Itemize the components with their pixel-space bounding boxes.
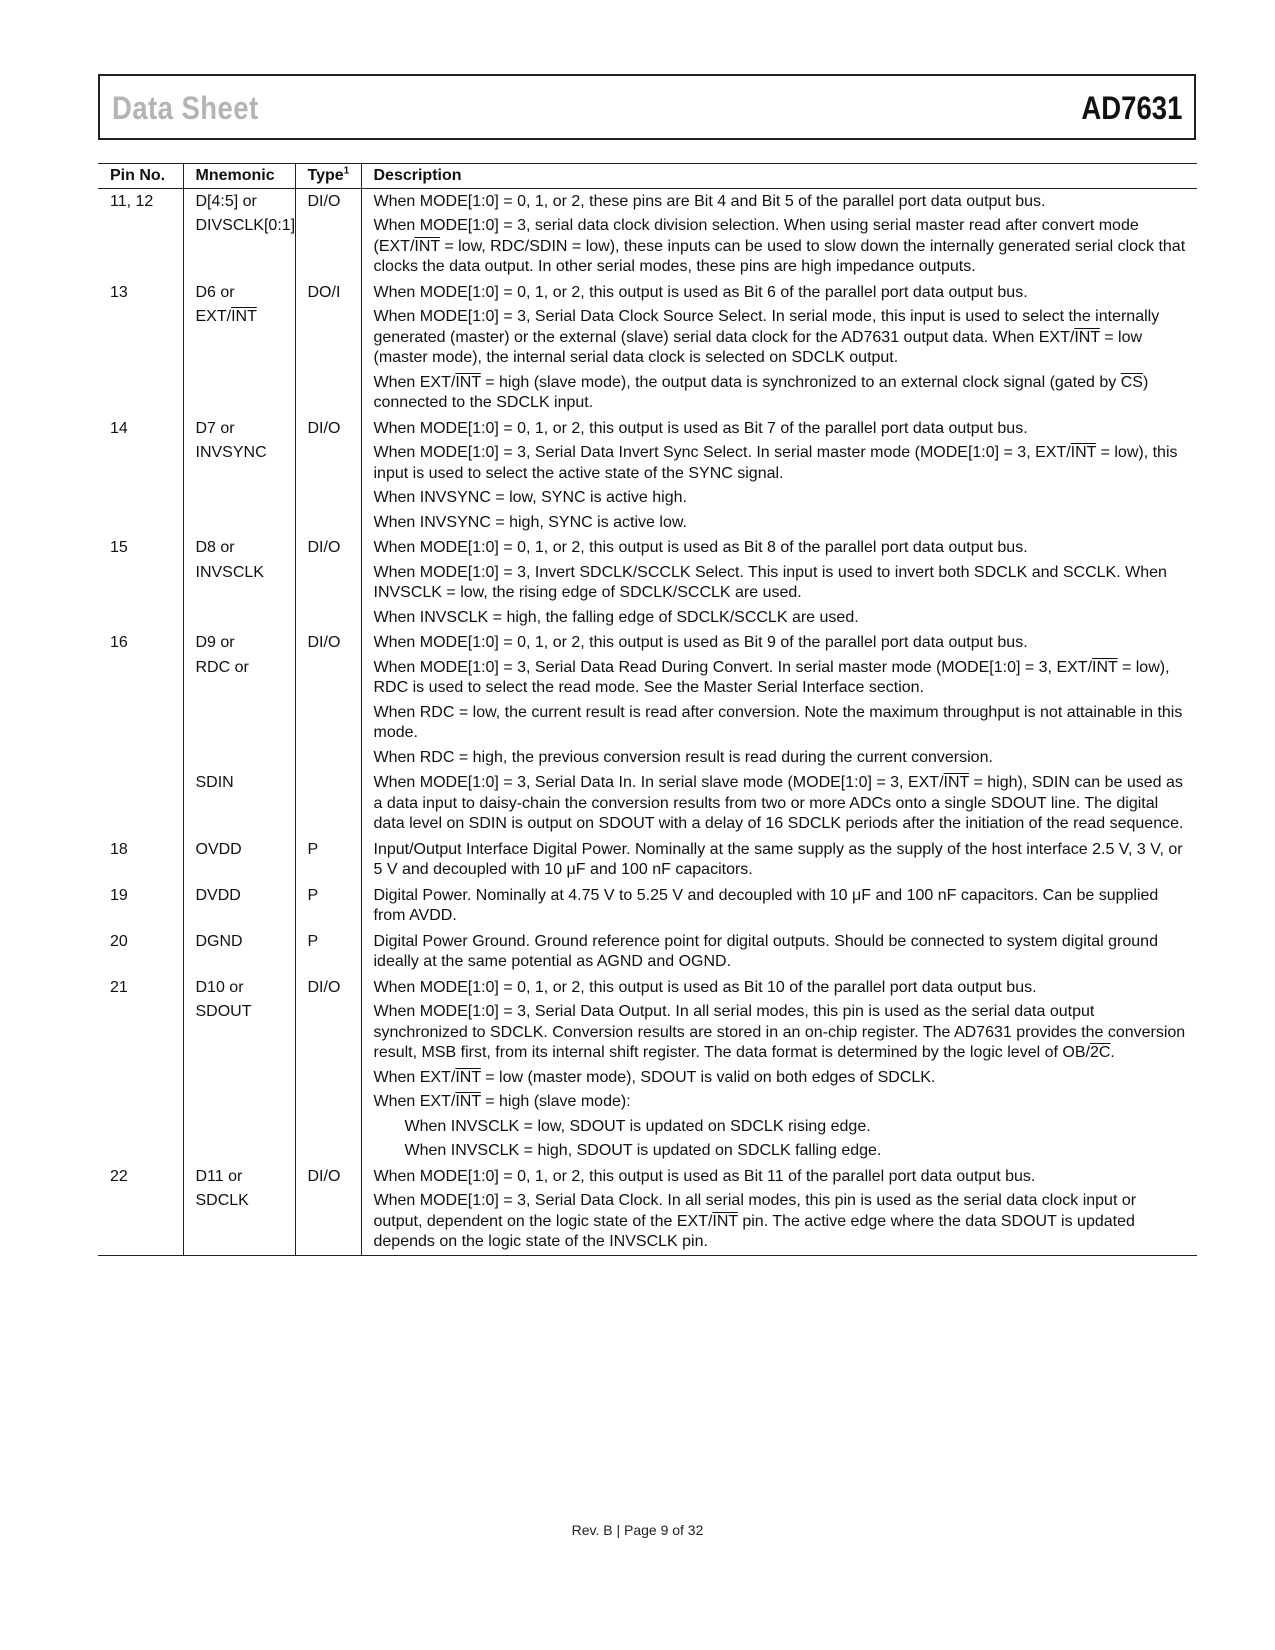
footnote-marker: 1 — [343, 165, 350, 177]
mnemonic: D8 or — [195, 539, 235, 556]
active-low-signal: 2C — [1089, 1044, 1111, 1061]
description-text: = low), this input is used to select the active state of the SYNC signal. — [373, 444, 1178, 482]
description-text: When RDC = low, the current result is read after conversion. Note the maximum throughput is not attainable in this mode. — [373, 703, 1183, 741]
description-line — [374, 419, 1188, 440]
active-low-signal: $\overline{INT}$ — [712, 1212, 738, 1230]
pin-type: P — [295, 883, 361, 929]
mnemonic: SDIN — [195, 774, 234, 791]
mnemonic: SDOUT — [195, 1003, 252, 1020]
mnemonic: SDCLK — [195, 1192, 249, 1209]
pin-number: 16 — [110, 634, 128, 651]
description-text: = low), RDC is used to select the read mode. See the Master Serial Interface section. — [373, 658, 1170, 696]
table-row — [98, 1164, 1197, 1256]
description-line — [374, 1092, 1188, 1113]
pin-type: P — [295, 837, 361, 883]
pin-type: DI/O — [295, 1164, 361, 1256]
description-cell — [361, 535, 1197, 630]
pin-type — [295, 770, 361, 837]
description-text: = high), SDIN can be used as a data input to daisy-chain the conversion results from two or more ADCs onto a single SDOUT line. The digital data level on SDIN is output on SDOUT with a delay of 16 SDCLK periods after the initiation of the read sequence. — [373, 774, 1184, 832]
col-header-description: Description — [361, 164, 1197, 189]
description-text: When MODE[1:0] = 0, 1, or 2, this output is used as Bit 10 of the parallel port data output bus. — [373, 978, 1037, 996]
description-line — [374, 1068, 1188, 1089]
description-cell — [361, 837, 1197, 883]
pin-type: DI/O — [295, 630, 361, 770]
description-text: = high (slave mode): — [480, 1093, 631, 1110]
pin-number: 19 — [110, 886, 128, 904]
active-low-signal: $\overline{INT}$ — [1092, 658, 1118, 676]
description-text: = high (slave mode), the output data is synchronized to an external clock signal (gated by — [480, 373, 1121, 391]
active-low-signal: $\overline{INT}$ — [943, 774, 969, 791]
mnemonic-cell — [183, 535, 295, 630]
mnemonic-cell — [183, 929, 295, 975]
description-line — [374, 748, 1188, 769]
pin-number: 15 — [110, 539, 128, 556]
description-text: When MODE[1:0] = 3, Serial Data Output. In all serial modes, this pin is used as the serial data output synchronized to SDCLK. Conversion results are stored in an on-chip register. The AD7631 provides the conversion result, MSB first, from its internal shift register. The data format is determined by the logic level of OB/ — [373, 1003, 1186, 1061]
mnemonic — [196, 307, 285, 328]
table-row — [98, 535, 1197, 630]
description-text: When MODE[1:0] = 0, 1, or 2, this output is used as Bit 9 of the parallel port data output bus. — [373, 634, 1028, 651]
col-header-pin: Pin No. — [98, 164, 183, 189]
pin-type: DI/O — [295, 188, 361, 280]
description-line — [374, 1117, 1188, 1138]
pin-type: P — [295, 929, 361, 975]
mnemonic: INVSCLK — [195, 563, 264, 581]
description-text: When MODE[1:0] = 3, Serial Data Read During Convert. In serial master mode (MODE[1:0] = 3, EXT/ — [373, 658, 1093, 676]
description-text: Digital Power. Nominally at 4.75 V to 5.25 V and decoupled with 10 μF and 100 nF capacitors. Can be supplied from AVDD. — [373, 886, 1159, 924]
description-text: When MODE[1:0] = 0, 1, or 2, this output is used as Bit 7 of the parallel port data output bus. — [373, 419, 1028, 437]
table-row — [98, 630, 1197, 770]
col-header-type — [295, 164, 361, 189]
description-text: When MODE[1:0] = 3, Serial Data Clock. In all serial modes, this pin is used as the serial data clock input or output, dependent on the logic state of the EXT/ — [373, 1192, 1137, 1230]
description-line — [374, 978, 1188, 999]
active-low-signal: $\overline{INT}$ — [455, 1093, 481, 1110]
pin-function-table — [98, 163, 1197, 1256]
mnemonic-cell — [183, 1164, 295, 1256]
active-low-signal: $\overline{CS}$ — [1120, 373, 1143, 391]
description-line — [374, 1002, 1188, 1064]
description-line — [374, 373, 1188, 414]
mnemonic: D10 or — [195, 978, 244, 996]
pin-number: 20 — [110, 932, 128, 950]
mnemonic-cell — [183, 975, 295, 1164]
mnemonic: D[4:5] or — [195, 192, 257, 210]
mnemonic-cell — [183, 188, 295, 280]
description-line — [374, 886, 1188, 927]
description-text: When INVSYNC = high, SYNC is active low. — [373, 513, 687, 531]
mnemonic: DVDD — [195, 886, 241, 904]
description-line — [374, 633, 1188, 654]
description-cell — [361, 416, 1197, 536]
description-cell — [361, 975, 1197, 1164]
table-row — [98, 883, 1197, 929]
description-line — [374, 608, 1188, 629]
pin-type: DI/O — [295, 535, 361, 630]
description-line — [374, 1167, 1188, 1188]
description-text: When MODE[1:0] = 3, Serial Data Clock Source Select. In serial mode, this input is used to select the internally generated (master) or the external (slave) serial data clock for the AD7631 output data. When EXT/ — [373, 308, 1160, 346]
description-line — [374, 703, 1188, 744]
mnemonic: D9 or — [195, 634, 235, 651]
description-text: Input/Output Interface Digital Power. Nominally at the same supply as the supply of the host interface 2.5 V, 3 V, or 5 V and decoupled with 10 μF and 100 nF capacitors. — [373, 840, 1183, 878]
mnemonic: D11 or — [195, 1167, 243, 1185]
description-cell — [361, 1164, 1197, 1256]
pin-number: 14 — [110, 419, 128, 437]
description-text: When INVSCLK = low, SDOUT is updated on SDCLK rising edge. — [404, 1117, 871, 1135]
description-line — [374, 538, 1188, 559]
mnemonic: OVDD — [195, 840, 242, 858]
description-text: When INVSYNC = low, SYNC is active high. — [373, 489, 687, 506]
description-cell — [361, 770, 1197, 837]
description-text: ) connected to the SDCLK input. — [373, 373, 1149, 411]
description-line — [374, 932, 1188, 973]
pin-number: 13 — [110, 283, 128, 301]
description-line — [374, 443, 1188, 484]
pin-number: 11, 12 — [110, 192, 154, 210]
mnemonic: RDC or — [195, 658, 249, 676]
description-cell — [361, 188, 1197, 280]
mnemonic: D6 or — [195, 283, 235, 301]
active-low-signal: $\overline{INT}$ — [1070, 444, 1097, 461]
page-footer: Rev. B | Page 9 of 32 — [571, 1522, 704, 1538]
type-header-text: Type — [307, 167, 344, 184]
description-text: When MODE[1:0] = 0, 1, or 2, this output is used as Bit 8 of the parallel port data output bus. — [373, 539, 1028, 556]
pin-type: DI/O — [295, 975, 361, 1164]
pin-number: 18 — [110, 840, 128, 858]
col-header-mnemonic: Mnemonic — [183, 164, 295, 189]
description-line — [374, 658, 1188, 699]
page-header — [98, 74, 1196, 140]
description-text: When INVSCLK = high, SDOUT is updated on SDCLK falling edge. — [404, 1142, 882, 1159]
description-text: = low, RDC/SDIN = low), these inputs can be used to slow down the internally generated serial clock that clocks the data output. In other serial modes, these pins are high impedance outputs. — [373, 237, 1186, 275]
table-row — [98, 770, 1197, 837]
description-line — [374, 513, 1188, 534]
description-cell — [361, 883, 1197, 929]
mnemonic-cell — [183, 280, 295, 416]
pin-number — [98, 770, 183, 837]
description-line — [374, 283, 1188, 304]
description-line — [374, 773, 1188, 835]
pin-number: 22 — [98, 1164, 183, 1256]
description-text: . — [1110, 1044, 1115, 1061]
description-line — [374, 488, 1188, 509]
description-text: When EXT/ — [373, 373, 456, 391]
mnemonic-cell — [183, 770, 295, 837]
description-cell — [361, 630, 1197, 770]
pin-type: DO/I — [295, 280, 361, 416]
description-line — [374, 1191, 1188, 1253]
mnemonic-cell — [183, 837, 295, 883]
description-text: When MODE[1:0] = 0, 1, or 2, these pins are Bit 4 and Bit 5 of the parallel port data output bus. — [373, 192, 1046, 210]
table-row — [98, 416, 1197, 536]
description-line — [374, 307, 1188, 369]
mnemonic-cell — [183, 883, 295, 929]
table-header-row — [98, 164, 1197, 189]
description-text: When MODE[1:0] = 3, Invert SDCLK/SCCLK Select. This input is used to invert both SDCLK and SCCLK. When INVSCLK = low, the rising edge of SDCLK/SCCLK are used. — [373, 563, 1167, 601]
mnemonic-cell — [183, 630, 295, 770]
pin-number: 21 — [110, 978, 128, 996]
mnemonic: DGND — [195, 932, 243, 950]
description-text: When EXT/ — [373, 1093, 456, 1110]
table-row — [98, 280, 1197, 416]
table-row — [98, 929, 1197, 975]
mnemonic: DIVSCLK[0:1] — [195, 217, 296, 234]
description-text: When MODE[1:0] = 0, 1, or 2, this output is used as Bit 11 of the parallel port data output bus. — [373, 1167, 1036, 1185]
doc-type-label: Data Sheet — [112, 90, 259, 126]
description-line — [374, 192, 1188, 213]
description-text: = low (master mode), SDOUT is valid on both edges of SDCLK. — [480, 1068, 936, 1086]
table-row — [98, 837, 1197, 883]
description-text: Digital Power Ground. Ground reference point for digital outputs. Should be connected to system digital ground ideally at the same potential as AGND and OGND. — [373, 932, 1158, 970]
mnemonic: INVSYNC — [195, 444, 267, 461]
active-low-signal: $\overline{INT}$ — [1074, 328, 1100, 346]
active-low-signal: $\overline{INT}$ — [231, 308, 257, 325]
part-number: AD7631 — [1081, 90, 1182, 126]
table-row — [98, 975, 1197, 1164]
description-text: When MODE[1:0] = 3, Serial Data Invert Sync Select. In serial master mode (MODE[1:0] = 3, EXT/ — [373, 444, 1071, 461]
description-text: When MODE[1:0] = 3, Serial Data In. In serial slave mode (MODE[1:0] = 3, EXT/ — [373, 774, 944, 791]
active-low-signal: $\overline{INT}$ — [455, 373, 481, 391]
description-text: When MODE[1:0] = 3, serial data clock division selection. When using serial master read after convert mode (EXT/ — [373, 217, 1139, 255]
description-cell — [361, 929, 1197, 975]
active-low-signal: $\overline{INT}$ — [455, 1068, 481, 1086]
active-low-signal: $\overline{INT}$ — [414, 237, 440, 255]
description-line — [374, 840, 1188, 881]
description-text: When EXT/ — [373, 1068, 456, 1086]
pin-type: DI/O — [295, 416, 361, 536]
description-line — [374, 216, 1188, 278]
mnemonic-text: EXT/ — [195, 308, 232, 325]
description-cell — [361, 280, 1197, 416]
table-row — [98, 188, 1197, 280]
description-line — [374, 1141, 1188, 1162]
description-text: When INVSCLK = high, the falling edge of SDCLK/SCCLK are used. — [373, 608, 859, 626]
description-text: When MODE[1:0] = 0, 1, or 2, this output is used as Bit 6 of the parallel port data output bus. — [373, 283, 1028, 301]
mnemonic-cell — [183, 416, 295, 536]
description-line — [374, 563, 1188, 604]
mnemonic: D7 or — [195, 419, 235, 437]
description-text: When RDC = high, the previous conversion result is read during the current conversion. — [373, 748, 993, 766]
description-text: pin. The active edge where the data SDOUT is updated depends on the logic state of the INVSCLK pin. — [373, 1212, 1135, 1250]
description-text: = low (master mode), the internal serial data clock is selected on SDCLK output. — [373, 328, 1143, 366]
